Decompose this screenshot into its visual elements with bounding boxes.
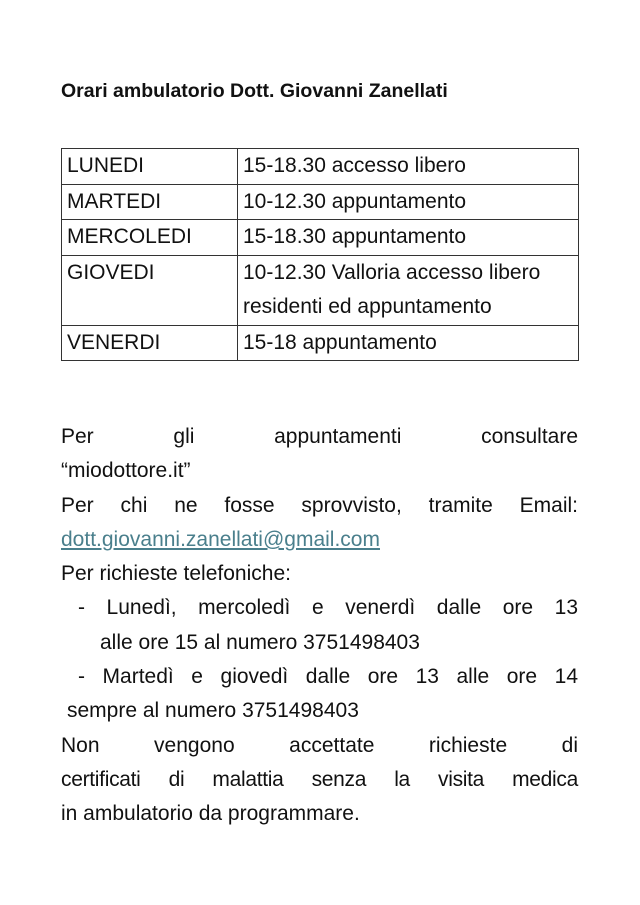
hours-cell: 15-18.30 accesso libero: [238, 149, 579, 185]
day-cell: VENERDI: [62, 325, 238, 361]
day-cell: MERCOLEDI: [62, 220, 238, 256]
note-text: Non vengono accettate richieste di: [61, 733, 578, 757]
phone-item-1: - Lunedì, mercoledì e venerdì dalle ore 13: [78, 596, 578, 620]
page-title: Orari ambulatorio Dott. Giovanni Zanellati: [61, 80, 448, 102]
note-text: in ambulatorio da programmare.: [61, 802, 360, 826]
appointments-text: Per gli appuntamenti consultare: [61, 425, 578, 448]
info-text: [61, 420, 578, 832]
hours-cell: 10-12.30 appuntamento: [238, 184, 579, 220]
table-row: [62, 325, 579, 361]
hours-cell: 10-12.30 Valloria accesso libero residenti ed appuntamento: [238, 255, 579, 325]
phone-item-1-cont: alle ore 15 al numero 3751498403: [100, 630, 420, 654]
day-cell: GIOVEDI: [62, 255, 238, 325]
phone-item-2: - Martedì e giovedì dalle ore 13 alle ore 14: [78, 665, 578, 689]
schedule-table: [61, 148, 579, 361]
note-text: certificati di malattia senza la visita medica: [61, 767, 578, 791]
email-link[interactable]: dott.giovanni.zanellati@gmail.com: [61, 527, 380, 551]
phone-item-2-cont: sempre al numero 3751498403: [67, 699, 359, 723]
table-row: [62, 184, 579, 220]
table-row: [62, 220, 579, 256]
email-intro: Per chi ne fosse sprovvisto, tramite Email:: [61, 493, 578, 517]
hours-cell: 15-18 appuntamento: [238, 325, 579, 361]
table-row: [62, 255, 579, 325]
phone-intro: Per richieste telefoniche:: [61, 562, 291, 586]
table-row: [62, 149, 579, 185]
day-cell: LUNEDI: [62, 149, 238, 185]
day-cell: MARTEDI: [62, 184, 238, 220]
appointments-site: “miodottore.it”: [61, 459, 191, 483]
hours-cell: 15-18.30 appuntamento: [238, 220, 579, 256]
